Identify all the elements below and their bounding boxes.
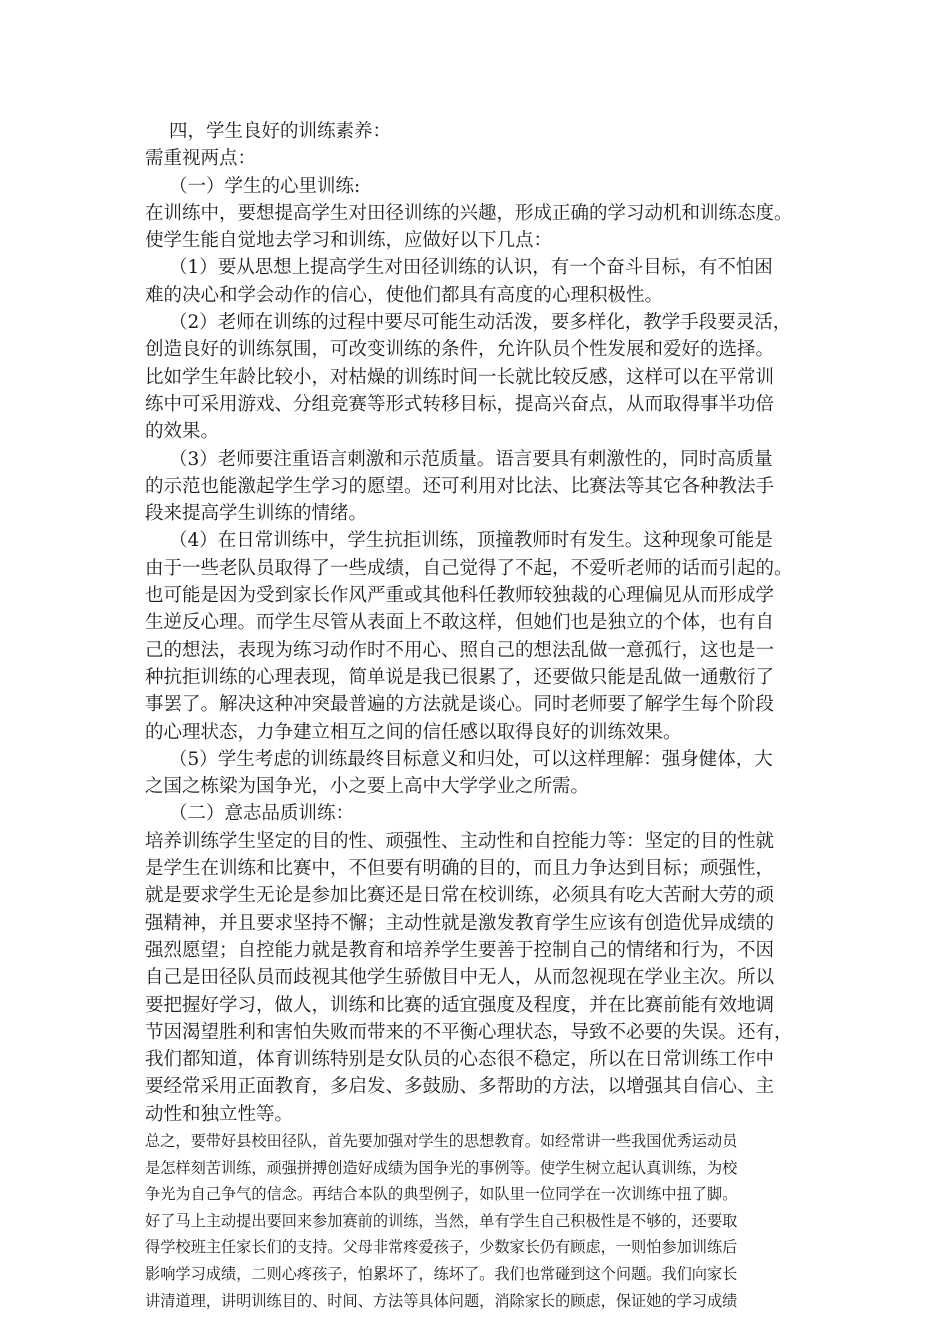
text-line: 要经常采用正面教育，多启发、多鼓励、多帮助的方法，以增强其自信心、主 <box>145 1076 775 1098</box>
text-line: 争光为自己争气的信念。再结合本队的典型例子，如队里一位同学在一次训练中扭了脚。 <box>145 1185 738 1204</box>
text-line: 是学生在训练和比赛中，不但要有明确的目的，而且力争达到目标；顽强性， <box>145 858 775 880</box>
text-line: 的示范也能激起学生学习的愿望。还可利用对比法、比赛法等其它各种教法手 <box>145 475 775 497</box>
text-line: 段来提高学生训练的情绪。 <box>145 503 368 525</box>
text-line: 强烈愿望；自控能力就是教育和培养学生要善于控制自己的情绪和行为，不因 <box>145 939 775 961</box>
text-line: 培养训练学生坚定的目的性、顽强性、主动性和自控能力等：坚定的目的性就 <box>145 830 775 852</box>
text-line: 也可能是因为受到家长作风严重或其他科任教师较独裁的心理偏见从而形成学 <box>145 585 775 607</box>
text-line: 己的想法，表现为练习动作时不用心、照自己的想法乱做一意孤行，这也是一 <box>145 639 775 661</box>
text-line: （1）要从思想上提高学生对田径训练的认识，有一个奋斗目标，有不怕困 <box>169 257 773 279</box>
text-line: 是怎样刻苦训练，顽强拼搏创造好成绩为国争光的事例等。使学生树立起认真训练，为校 <box>145 1158 738 1177</box>
text-line: 得学校班主任家长们的支持。父母非常疼爱孩子，少数家长仍有顾虑，一则怕参加训练后 <box>145 1238 738 1257</box>
text-line: 的效果。 <box>145 421 220 443</box>
text-line: 动性和独立性等。 <box>145 1103 294 1125</box>
text-line: 影响学习成绩，二则心疼孩子，怕累坏了，练坏了。我们也常碰到这个问题。我们向家长 <box>145 1264 738 1283</box>
text-line: 难的决心和学会动作的信心，使他们都具有高度的心理积极性。 <box>145 284 664 306</box>
text-line: 需重视两点： <box>145 148 257 170</box>
text-line: 种抗拒训练的心理表现，简单说是我已很累了，还要做只能是乱做一通敷衍了 <box>145 666 775 688</box>
text-line: 生逆反心理。而学生尽管从表面上不敢这样，但她们也是独立的个体，也有自 <box>145 612 775 634</box>
text-line: 强精神，并且要求坚持不懈；主动性就是激发教育学生应该有创造优异成绩的 <box>145 912 775 934</box>
text-line: 的心理状态，力争建立相互之间的信任感以取得良好的训练效果。 <box>145 721 682 743</box>
text-line: 练中可采用游戏、分组竞赛等形式转移目标，提高兴奋点，从而取得事半功倍 <box>145 393 775 415</box>
text-line: 讲清道理，讲明训练目的、时间、方法等具体问题，消除家长的顾虑，保证她的学习成绩 <box>145 1291 738 1310</box>
subsection-heading: （一）学生的心里训练: <box>169 175 361 197</box>
text-line: 节因渴望胜利和害怕失败而带来的不平衡心理状态，导致不必要的失误。还有， <box>145 1021 793 1043</box>
text-line: 我们都知道，体育训练特别是女队员的心态很不稳定，所以在日常训练工作中 <box>145 1049 775 1071</box>
section-heading: 四，学生良好的训练素养： <box>169 121 392 142</box>
text-line: （5）学生考虑的训练最终目标意义和归处，可以这样理解：强身健体，大 <box>169 748 773 770</box>
text-line: 要把握好学习，做人，训练和比赛的适宜强度及程度，并在比赛前能有效地调 <box>145 994 775 1016</box>
text-line: 在训练中，要想提高学生对田径训练的兴趣，形成正确的学习动机和训练态度。 <box>145 202 793 224</box>
text-line: 创造良好的训练氛围，可改变训练的条件，允许队员个性发展和爱好的选择。 <box>145 339 775 361</box>
text-line: （2）老师在训练的过程中要尽可能生动活泼，要多样化，教学手段要灵活， <box>169 312 792 334</box>
subsection-heading: （二）意志品质训练： <box>169 803 355 825</box>
text-line: 之国之栋梁为国争光，小之要上高中大学学业之所需。 <box>145 776 590 798</box>
text-line: 就是要求学生无论是参加比赛还是日常在校训练，必须具有吃大苦耐大劳的顽 <box>145 885 775 907</box>
text-line: （4）在日常训练中，学生抗拒训练，顶撞教师时有发生。这种现象可能是 <box>169 530 773 552</box>
text-line: 好了马上主动提出要回来参加赛前的训练，当然，单有学生自己积极性是不够的，还要取 <box>145 1211 738 1230</box>
document-body <box>145 118 817 1314</box>
text-line: 由于一些老队员取得了一些成绩，自己觉得了不起，不爱听老师的话而引起的。 <box>145 557 793 579</box>
text-line: 总之，要带好县校田径队，首先要加强对学生的思想教育。如经常讲一些我国优秀运动员 <box>145 1131 738 1150</box>
text-line: 事罢了。解决这种冲突最普遍的方法就是谈心。同时老师要了解学生每个阶段 <box>145 694 775 716</box>
text-line: （3）老师要注重语言刺激和示范质量。语言要具有刺激性的，同时高质量 <box>169 448 773 470</box>
text-line: 使学生能自觉地去学习和训练，应做好以下几点： <box>145 230 553 252</box>
text-line: 比如学生年龄比较小，对枯燥的训练时间一长就比较反感，这样可以在平常训 <box>145 366 775 388</box>
text-line: 自己是田径队员而歧视其他学生骄傲目中无人，从而忽视现在学业主次。所以 <box>145 967 775 989</box>
